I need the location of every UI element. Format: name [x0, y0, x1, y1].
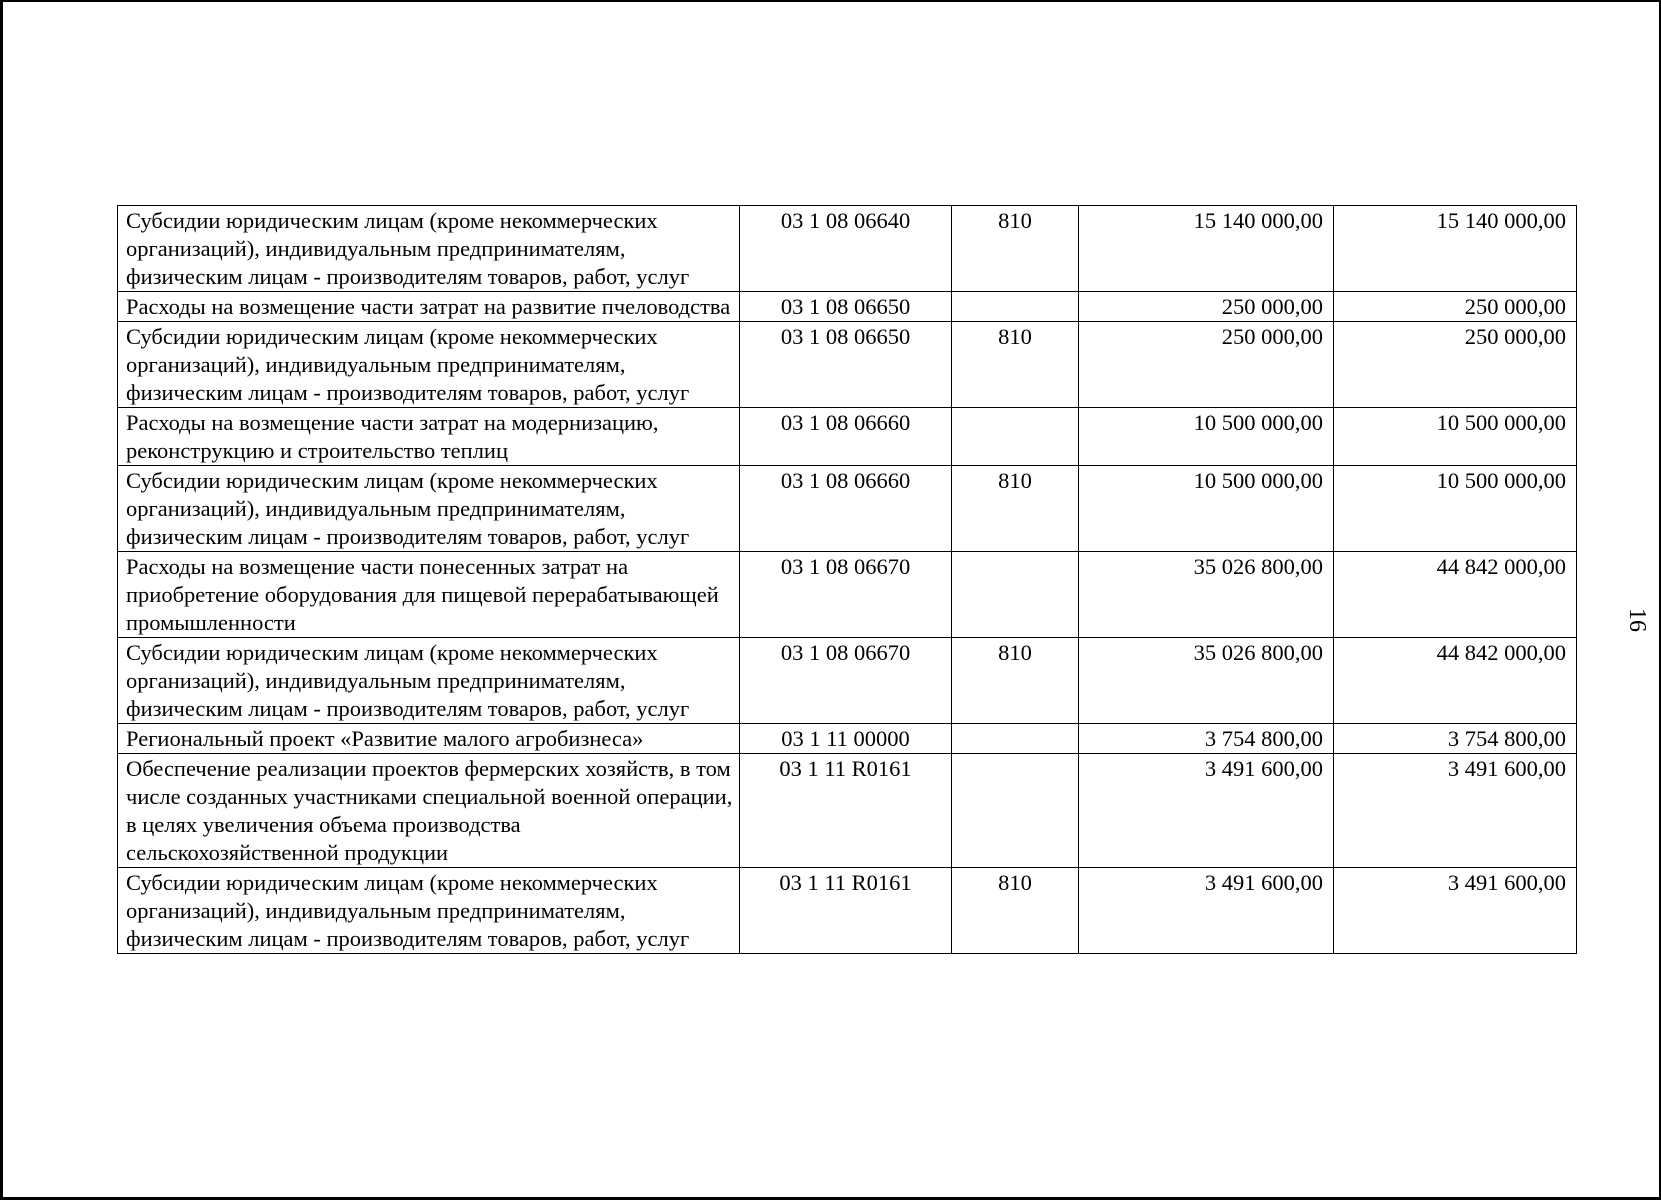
amount-year-2-cell: 15 140 000,00 — [1334, 206, 1577, 292]
expense-name-cell: Обеспечение реализации проектов фермерских хозяйств, в том числе созданных участниками специальной военной операции, в целях увеличения объема производства сельскохозяйственной продукции — [118, 754, 740, 868]
expense-type-code-cell — [952, 292, 1079, 322]
table-row — [118, 868, 1577, 954]
table-row — [118, 206, 1577, 292]
target-article-code-cell: 03 1 08 06650 — [740, 292, 952, 322]
expense-type-code-cell — [952, 552, 1079, 638]
amount-year-1-cell: 15 140 000,00 — [1079, 206, 1334, 292]
expense-name-cell: Расходы на возмещение части понесенных затрат на приобретение оборудования для пищевой перерабатывающей промышленности — [118, 552, 740, 638]
table-row — [118, 754, 1577, 868]
target-article-code-cell: 03 1 08 06670 — [740, 638, 952, 724]
expense-name-cell: Субсидии юридическим лицам (кроме некоммерческих организаций), индивидуальным предпринимателям, физическим лицам - производителям товаров, работ, услуг — [118, 638, 740, 724]
page-number: 16 — [1624, 608, 1650, 632]
amount-year-1-cell: 3 491 600,00 — [1079, 754, 1334, 868]
expense-type-code-cell: 810 — [952, 638, 1079, 724]
expense-type-code-cell — [952, 408, 1079, 466]
amount-year-2-cell: 10 500 000,00 — [1334, 466, 1577, 552]
target-article-code-cell: 03 1 08 06660 — [740, 408, 952, 466]
amount-year-1-cell: 250 000,00 — [1079, 322, 1334, 408]
amount-year-2-cell: 3 491 600,00 — [1334, 754, 1577, 868]
amount-year-2-cell: 10 500 000,00 — [1334, 408, 1577, 466]
target-article-code-cell: 03 1 08 06670 — [740, 552, 952, 638]
target-article-code-cell: 03 1 08 06650 — [740, 322, 952, 408]
amount-year-2-cell: 250 000,00 — [1334, 322, 1577, 408]
table-row — [118, 408, 1577, 466]
expense-name-cell: Субсидии юридическим лицам (кроме некоммерческих организаций), индивидуальным предпринимателям, физическим лицам - производителям товаров, работ, услуг — [118, 466, 740, 552]
target-article-code-cell: 03 1 08 06640 — [740, 206, 952, 292]
table-body — [118, 206, 1577, 954]
target-article-code-cell: 03 1 11 R0161 — [740, 868, 952, 954]
expense-type-code-cell: 810 — [952, 206, 1079, 292]
amount-year-2-cell: 250 000,00 — [1334, 292, 1577, 322]
expense-name-cell: Расходы на возмещение части затрат на модернизацию, реконструкцию и строительство теплиц — [118, 408, 740, 466]
expense-type-code-cell: 810 — [952, 466, 1079, 552]
expense-type-code-cell: 810 — [952, 868, 1079, 954]
expense-name-cell: Субсидии юридическим лицам (кроме некоммерческих организаций), индивидуальным предпринимателям, физическим лицам - производителям товаров, работ, услуг — [118, 206, 740, 292]
table-row — [118, 322, 1577, 408]
target-article-code-cell: 03 1 11 00000 — [740, 724, 952, 754]
amount-year-2-cell: 44 842 000,00 — [1334, 552, 1577, 638]
amount-year-1-cell: 35 026 800,00 — [1079, 552, 1334, 638]
table-row — [118, 466, 1577, 552]
table-row — [118, 552, 1577, 638]
amount-year-1-cell: 10 500 000,00 — [1079, 408, 1334, 466]
expense-name-cell: Региональный проект «Развитие малого агробизнеса» — [118, 724, 740, 754]
amount-year-2-cell: 3 754 800,00 — [1334, 724, 1577, 754]
table-row — [118, 292, 1577, 322]
expense-name-cell: Расходы на возмещение части затрат на развитие пчеловодства — [118, 292, 740, 322]
amount-year-1-cell: 35 026 800,00 — [1079, 638, 1334, 724]
table-row — [118, 724, 1577, 754]
table-row — [118, 638, 1577, 724]
amount-year-2-cell: 44 842 000,00 — [1334, 638, 1577, 724]
amount-year-1-cell: 3 491 600,00 — [1079, 868, 1334, 954]
expense-name-cell: Субсидии юридическим лицам (кроме некоммерческих организаций), индивидуальным предпринимателям, физическим лицам - производителям товаров, работ, услуг — [118, 868, 740, 954]
expense-type-code-cell — [952, 724, 1079, 754]
amount-year-2-cell: 3 491 600,00 — [1334, 868, 1577, 954]
amount-year-1-cell: 250 000,00 — [1079, 292, 1334, 322]
target-article-code-cell: 03 1 11 R0161 — [740, 754, 952, 868]
budget-table — [117, 205, 1577, 954]
expense-name-cell: Субсидии юридическим лицам (кроме некоммерческих организаций), индивидуальным предпринимателям, физическим лицам - производителям товаров, работ, услуг — [118, 322, 740, 408]
amount-year-1-cell: 10 500 000,00 — [1079, 466, 1334, 552]
target-article-code-cell: 03 1 08 06660 — [740, 466, 952, 552]
amount-year-1-cell: 3 754 800,00 — [1079, 724, 1334, 754]
expense-type-code-cell — [952, 754, 1079, 868]
expense-type-code-cell: 810 — [952, 322, 1079, 408]
